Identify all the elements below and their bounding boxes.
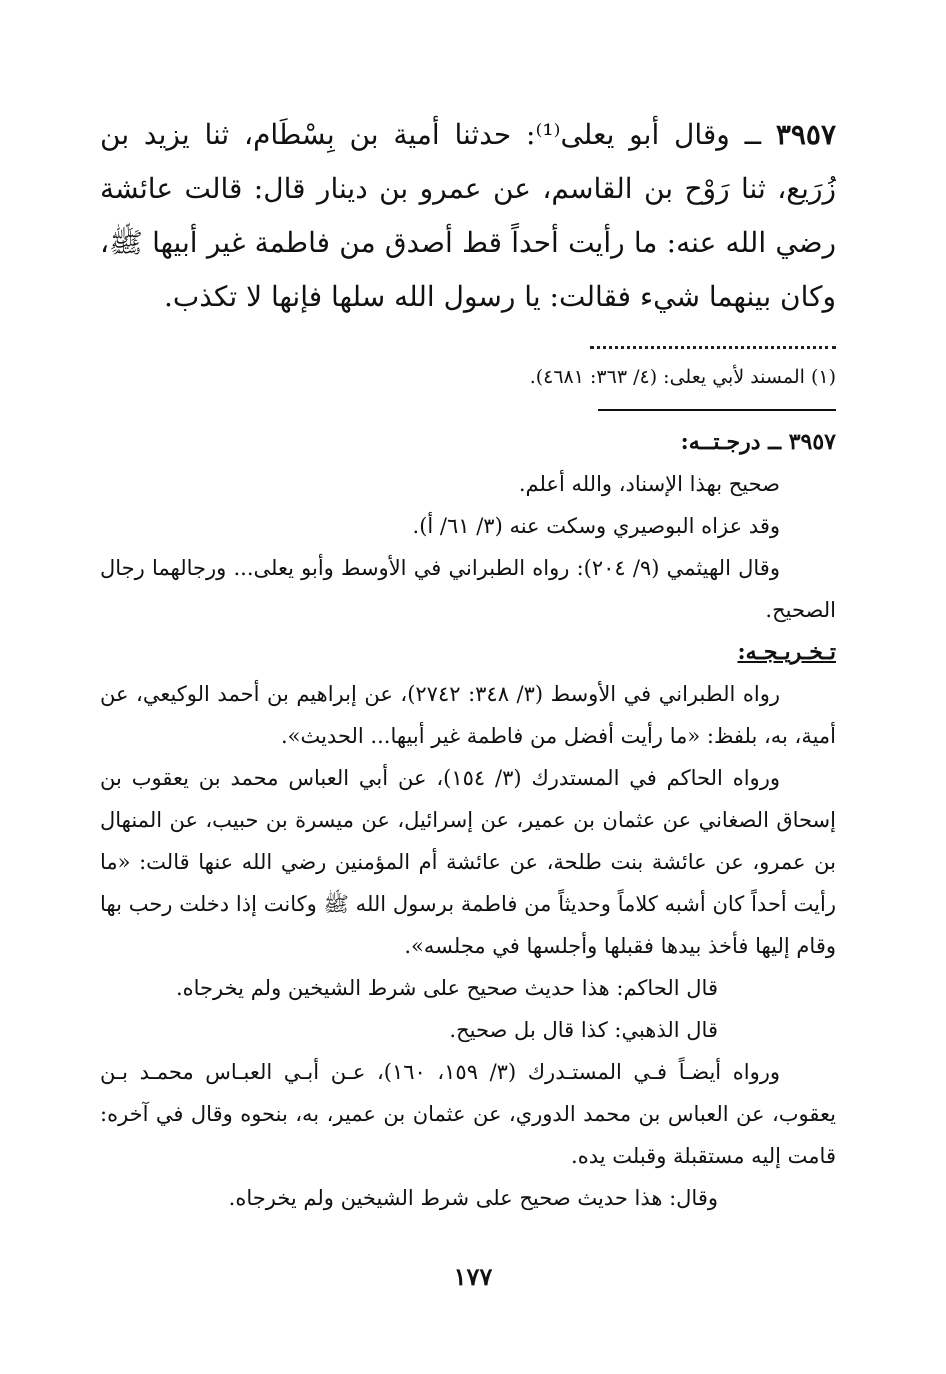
takhrij-heading: تـخـريـجـه: [737,639,836,665]
takhrij-line: ورواه الحاكم في المستدرك (٣/ ١٥٤)، عن أبي العباس محمد بن يعقوب بن إسحاق الصغاني عن عثمان بن عمير، عن إسرائيل، عن ميسرة بن حبيب، عن المنهال بن عمرو، عن عائشة بنت طلحة، عن عائشة أم المؤمنين رضي الله عنها قالت: «ما رأيت أحداً كان أشبه كلاماً وحديثاً من فاطمة برسول الله ﷺ وكانت إذا دخلت رحب بها وقام إليها فأخذ بيدها فقبلها وأجلسها في مجلسه». [100,766,836,958]
hadith-number: ٣٩٥٧ [775,118,836,151]
hadith-body: ــ وقال أبو يعلى⁽¹⁾: حدثنا أمية بن بِسْطَام، ثنا يزيد بن زُرَيع، ثنا رَوْح بن القاسم، عن عمرو بن دينار قال: قالت عائشة رضي الله عنه: ما رأيت أحداً قط أصدق من فاطمة غير أبيها ﷺ، وكان بينهما شيء فقالت: يا رسول الله سلها فإنها لا تكذب. [100,118,836,313]
footnote-separator [590,330,836,349]
commentary-section [100,421,836,1219]
grade-line: وقال الهيثمي (٩/ ٢٠٤): رواه الطبراني في الأوسط وأبو يعلى... ورجالهما رجال الصحيح. [100,556,836,622]
grade-line: صحيح بهذا الإسناد، والله أعلم. [518,472,780,496]
page-body [100,108,836,1219]
takhrij-line: رواه الطبراني في الأوسط (٣/ ٣٤٨: ٢٧٤٢)، عن إبراهيم بن أحمد الوكيعي، عن أمية، به، بلفظ: «ما رأيت أفضل من فاطمة غير أبيها... الحديث». [100,682,836,748]
grade-line: وقد عزاه البوصيري وسكت عنه (٣/ ٦١/ أ). [412,514,780,538]
takhrij-line: قال الحاكم: هذا حديث صحيح على شرط الشيخين ولم يخرجاه. [175,976,718,1000]
footnote: (١) المسند لأبي يعلى: (٤/ ٣٦٣: ٤٦٨١). [529,366,836,388]
commentary-divider [598,409,836,411]
grade-heading: ٣٩٥٧ ــ درجـتــه: [680,429,836,455]
takhrij-line: ورواه أيضـاً فـي المستـدرك (٣/ ١٥٩، ١٦٠)، عـن أبـي العبـاس محمـد بـن يعقوب، عن العباس بن محمد الدوري، عن عثمان بن عمير، به، بنحوه وقال في آخره: قامت إليه مستقبلة وقبلت يده. [100,1060,836,1168]
takhrij-line: وقال: هذا حديث صحيح على شرط الشيخين ولم يخرجاه. [228,1186,718,1210]
main-hadith-text [100,108,836,324]
page-number: ١٧٧ [453,1262,493,1291]
takhrij-line: قال الذهبي: كذا قال بل صحيح. [449,1018,718,1042]
